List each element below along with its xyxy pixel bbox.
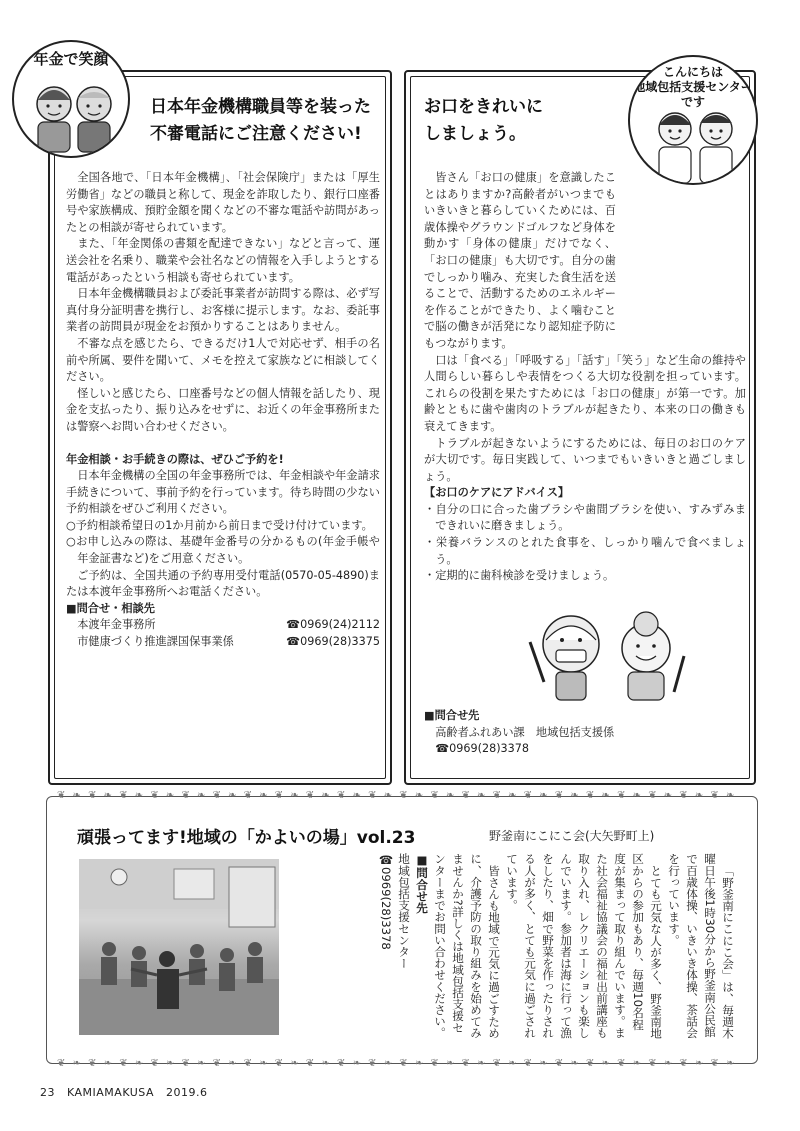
- vine-border-top: ❦ ❧ ❦ ❧ ❦ ❧ ❦ ❧ ❦ ❧ ❦ ❧ ❦ ❧ ❦ ❧ ❦ ❧ ❦ ❧ ❦ ❧ ❦ ❧ ❦ ❧ ❦ ❧ ❦ ❧ ❦ ❧ ❦ ❧ ❦ ❧ ❦ ❧ ❦ ❧ ❦ ❧ ❦ ❧: [57, 790, 737, 801]
- badge-label: 年金で笑顔: [33, 50, 109, 68]
- elderly-couple-icon: [14, 42, 130, 158]
- advice-item: ・自分の口に合った歯ブラシや歯間ブラシを使い、すみずみまできれいに磨きましょう。: [424, 502, 746, 533]
- support-center-badge: [628, 55, 758, 185]
- contact-tel: ☎0969(28)3378: [379, 853, 393, 950]
- exercise-photo: [79, 859, 279, 1035]
- pension-badge: [12, 40, 130, 158]
- paragraph: 「野釜南にこにこ会」は、毎週木曜日午後1時30分から野釜南公民館で百歳体操、いきいき体操、茶話会を行っています。: [667, 853, 735, 1039]
- paragraph: 皆さん「お口の健康」を意識したことはありますか?高齢者がいつまでもいきいきと暮らしていくためには、百歳体操やグラウンドゴルフなど身体を動かす「身体の健康」だけでなく、「お口の健康」も大切です。自分の歯でしっかり噛み、充実した食生活を送ることで、活動するためのエネルギーを作ることができたり、よく噛むことで脳の働きが活発になり認知症予防にもつながります。: [424, 171, 616, 350]
- reservation-note: ご予約は、全国共通の予約専用受付電話(0570-05-4890)または本渡年金事務所へお電話ください。: [66, 568, 380, 599]
- contact-tel: ☎0969(28)3375: [286, 635, 380, 649]
- oral-health-contact: [424, 708, 746, 758]
- paragraph: 怪しいと感じたら、口座番号などの個人情報を話したり、現金を支払ったり、振り込みをせずに、お近くの年金事務所または警察へお問い合わせください。: [66, 386, 380, 433]
- community-heading: 頑張ってます!地域の「かよいの場」vol.23: [77, 828, 416, 848]
- page-number: 23: [40, 1086, 55, 1099]
- contact-row: [66, 617, 380, 634]
- badge-label: こんにちは 地域包括支援センターです: [633, 65, 753, 109]
- contact-name: 市健康づくり推進課国保事業係: [77, 635, 234, 649]
- pension-notice-title: 日本年金機構職員等を装った 不審電話にご注意ください!: [150, 97, 371, 144]
- paragraph: 不審な点を感じたら、できるだけ1人で対応せず、相手の名前や所属、要件を聞いて、メモを控えて家族などに相談してください。: [66, 336, 380, 384]
- reservation-item: ○お申し込みの際は、基礎年金番号の分かるもの(年金手帳や年金証書など)をご用意ください。: [66, 535, 380, 566]
- reservation-item: ○予約相談希望日の1か月前から前日まで受け付けています。: [66, 518, 373, 532]
- contact-tel: ☎0969(24)2112: [286, 618, 380, 632]
- vine-border-bottom: ❦ ❧ ❦ ❧ ❦ ❧ ❦ ❧ ❦ ❧ ❦ ❧ ❦ ❧ ❦ ❧ ❦ ❧ ❦ ❧ ❦ ❧ ❦ ❧ ❦ ❧ ❦ ❧ ❦ ❧ ❦ ❧ ❦ ❧ ❦ ❧ ❦ ❧ ❦ ❧ ❦ ❧ ❦ ❧: [57, 1058, 737, 1069]
- pension-notice-panel: [48, 70, 392, 785]
- paragraph: 日本年金機構職員および委託事業者が訪問する際は、必ず写真付身分証明書を携行し、お客様に提示します。なお、委託事業者の訪問員が現金をお預かりすることはありません。: [66, 287, 380, 334]
- contact-heading: ■問合せ先: [424, 709, 480, 722]
- community-subheading: 野釜南にこにこ会(大矢野町上): [489, 829, 655, 843]
- contact-row: [66, 634, 380, 651]
- page-footer: [40, 1086, 208, 1099]
- care-staff-icon: [630, 57, 758, 185]
- community-feature-box: [46, 790, 758, 1069]
- advice-item: ・定期的に歯科検診を受けましょう。: [424, 569, 615, 583]
- paragraph: とても元気な人が多く、野釜南地区からの参加もあり、毎週10名程度が集まって取り組んでいます。また社会福祉協議会の福祉出前講座も取り入れ、レクリエーションも楽しんでいます。参加者は海に行って漁をしたり、畑で野菜を作ったりされる人が多く、とても元気に過ごされています。: [505, 853, 663, 1039]
- advice-heading: 【お口のケアにアドバイス】: [424, 486, 570, 500]
- advice-item: ・栄養バランスのとれた食事を、しっかり噛んで食べましょう。: [424, 536, 746, 566]
- oral-health-title: お口をきれいに しましょう。: [424, 97, 543, 144]
- contact-heading: ■問合せ・相談先: [66, 601, 155, 615]
- contact-name: 地域包括支援センター: [397, 853, 411, 969]
- paragraph: トラブルが起きないようにするためには、毎日のお口のケアが大切です。毎日実践して、いつまでもいきいきと過ごしましょう。: [424, 436, 746, 483]
- pension-notice-body: [66, 170, 380, 651]
- paragraph: 皆さんも地域で元気に過ごすために、介護予防の取り組みを始めてみませんか?詳しくは地域包括支援センターまでお問い合わせください。: [433, 853, 501, 1039]
- oral-health-body: [424, 170, 746, 585]
- issue-date: 2019.6: [166, 1086, 208, 1099]
- paragraph: 口は「食べる」「呼吸する」「話す」「笑う」など生命の維持や人間らしい暮らしや表情をつくる大切な役割を担っています。これらの役割を果たすためには「お口の健康」が第一です。加齢とともに歯や歯肉のトラブルが起きたり、本来の口の働きも衰えてきます。: [424, 353, 746, 433]
- magazine-name: KAMIAMAKUSA: [67, 1086, 155, 1099]
- contact-heading: ■問合せ先: [415, 853, 429, 914]
- brushing-couple-icon: [516, 602, 706, 702]
- contact-name: 高齢者ふれあい課 地域包括支援係: [435, 725, 615, 739]
- paragraph: 全国各地で、「日本年金機構」、「社会保険庁」または「厚生労働省」などの職員と称して、現金を詐取したり、銀行口座番号や家族構成、預貯金額を聞くなどの不審な電話や訪問があったとの相談が寄せられています。: [66, 171, 380, 234]
- community-article: [291, 853, 737, 1039]
- reservation-paragraph: 日本年金機構の全国の年金事務所では、年金相談や年金請求手続きについて、事前予約を行っています。待ち時間の少ない予約相談をぜひご利用ください。: [66, 469, 380, 516]
- paragraph: また、「年金関係の書類を配達できない」などと言って、運送会社を名乗り、職業や会社名などの情報を入手しようとする電話があったという相談も寄せられています。: [66, 237, 380, 284]
- reservation-heading: 年金相談・お手続きの際は、ぜひご予約を!: [66, 452, 284, 466]
- contact-name: 本渡年金事務所: [77, 618, 156, 632]
- contact-tel: ☎0969(28)3378: [435, 742, 530, 756]
